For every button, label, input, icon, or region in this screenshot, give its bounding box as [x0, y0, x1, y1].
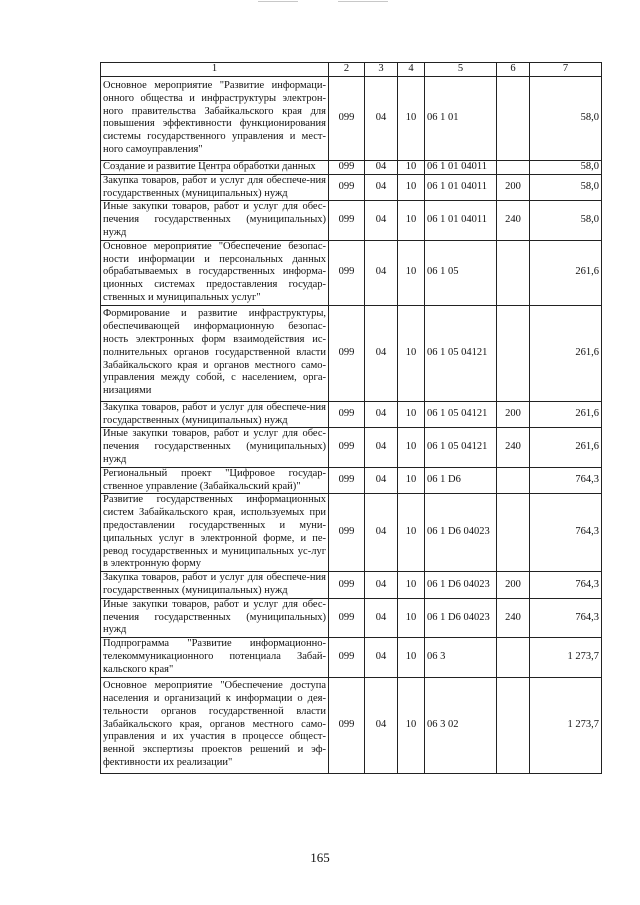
- row-budget-code: 099: [329, 428, 365, 467]
- header-col-3: 3: [365, 63, 398, 77]
- row-expense-type: [497, 160, 530, 174]
- row-amount: 764,3: [530, 572, 602, 599]
- row-subsection: 10: [398, 428, 425, 467]
- row-subsection: 10: [398, 160, 425, 174]
- row-section: 04: [365, 401, 398, 428]
- row-section: 04: [365, 76, 398, 160]
- row-target-article: 06 1 05 04121: [425, 401, 497, 428]
- top-rule-right: [338, 1, 388, 2]
- table-row: [101, 76, 602, 160]
- row-expense-type: 200: [497, 174, 530, 201]
- row-target-article: 06 1 D6 04023: [425, 572, 497, 599]
- top-rule-left: [258, 1, 298, 2]
- row-budget-code: 099: [329, 174, 365, 201]
- row-name: Основное мероприятие "Обеспечение безопас-ности информации и персональных данных обрабатываемых в государственных информа-ционных системах предоставления государ-ственных и муниципальных услуг": [101, 240, 329, 305]
- row-subsection: 10: [398, 638, 425, 677]
- row-name: Создание и развитие Центра обработки данных: [101, 160, 329, 174]
- row-name: Иные закупки товаров, работ и услуг для обес-печения государственных (муниципальных) нужд: [101, 428, 329, 467]
- row-budget-code: 099: [329, 494, 365, 572]
- row-expense-type: 240: [497, 201, 530, 240]
- row-subsection: 10: [398, 240, 425, 305]
- row-subsection: 10: [398, 401, 425, 428]
- row-target-article: 06 1 D6 04023: [425, 494, 497, 572]
- row-section: 04: [365, 240, 398, 305]
- row-target-article: 06 3: [425, 638, 497, 677]
- row-subsection: 10: [398, 76, 425, 160]
- row-amount: 261,6: [530, 240, 602, 305]
- budget-table: [100, 62, 602, 774]
- row-expense-type: [497, 638, 530, 677]
- row-budget-code: 099: [329, 638, 365, 677]
- row-budget-code: 099: [329, 572, 365, 599]
- table-row: [101, 240, 602, 305]
- row-section: 04: [365, 572, 398, 599]
- row-budget-code: 099: [329, 677, 365, 773]
- row-amount: 1 273,7: [530, 677, 602, 773]
- row-budget-code: 099: [329, 201, 365, 240]
- row-amount: 261,6: [530, 428, 602, 467]
- row-name: Иные закупки товаров, работ и услуг для обес-печения государственных (муниципальных) нужд: [101, 598, 329, 637]
- table-header-row: [101, 63, 602, 77]
- row-name: Основное мероприятие "Развитие информаци-онного общества и инфраструктуры электрон-ного правительства Забайкальского края для повышения эффективности функционирования системы государственного управления и мест-ного самоуправления": [101, 76, 329, 160]
- header-col-2: 2: [329, 63, 365, 77]
- row-target-article: 06 1 D6: [425, 467, 497, 494]
- row-amount: 58,0: [530, 160, 602, 174]
- row-amount: 764,3: [530, 467, 602, 494]
- row-subsection: 10: [398, 677, 425, 773]
- row-subsection: 10: [398, 201, 425, 240]
- row-expense-type: 240: [497, 598, 530, 637]
- row-target-article: 06 1 05: [425, 240, 497, 305]
- row-name: Иные закупки товаров, работ и услуг для обес-печения государственных (муниципальных) нужд: [101, 201, 329, 240]
- row-subsection: 10: [398, 305, 425, 401]
- row-target-article: 06 1 05 04121: [425, 305, 497, 401]
- header-col-7: 7: [530, 63, 602, 77]
- row-subsection: 10: [398, 467, 425, 494]
- row-amount: 58,0: [530, 174, 602, 201]
- row-budget-code: 099: [329, 467, 365, 494]
- row-name: Формирование и развитие инфраструктуры, обеспечивающей информационную безопас-ность электронных форм взаимодействия ис-полнительных органов государственной власти Забайкальского края и органов местного само-управления между собой, с населением, орга-низациями: [101, 305, 329, 401]
- table-row: [101, 160, 602, 174]
- row-target-article: 06 1 01 04011: [425, 160, 497, 174]
- table-row: [101, 305, 602, 401]
- header-col-4: 4: [398, 63, 425, 77]
- row-section: 04: [365, 305, 398, 401]
- row-section: 04: [365, 467, 398, 494]
- row-amount: 1 273,7: [530, 638, 602, 677]
- row-subsection: 10: [398, 598, 425, 637]
- row-subsection: 10: [398, 174, 425, 201]
- row-name: Основное мероприятие "Обеспечение доступа населения и организаций к информации о дея-тельности органов государственной власти Забайкальского края, органов местного само-управления и их участия в процессе общест-венной экспертизы проектов решений и эф-фективности их реализации": [101, 677, 329, 773]
- row-section: 04: [365, 201, 398, 240]
- row-name: Закупка товаров, работ и услуг для обеспече-ния государственных (муниципальных) нужд: [101, 572, 329, 599]
- row-expense-type: [497, 677, 530, 773]
- table-row: [101, 638, 602, 677]
- row-budget-code: 099: [329, 240, 365, 305]
- row-budget-code: 099: [329, 160, 365, 174]
- row-target-article: 06 1 01 04011: [425, 201, 497, 240]
- row-amount: 58,0: [530, 76, 602, 160]
- row-amount: 261,6: [530, 305, 602, 401]
- table-row: [101, 572, 602, 599]
- row-section: 04: [365, 494, 398, 572]
- table-row: [101, 174, 602, 201]
- header-col-5: 5: [425, 63, 497, 77]
- row-section: 04: [365, 677, 398, 773]
- row-target-article: 06 1 05 04121: [425, 428, 497, 467]
- row-name: Закупка товаров, работ и услуг для обеспече-ния государственных (муниципальных) нужд: [101, 401, 329, 428]
- table-row: [101, 201, 602, 240]
- row-name: Региональный проект "Цифровое государ-ственное управление (Забайкальский край)": [101, 467, 329, 494]
- table-row: [101, 401, 602, 428]
- row-budget-code: 099: [329, 305, 365, 401]
- row-expense-type: [497, 467, 530, 494]
- row-target-article: 06 3 02: [425, 677, 497, 773]
- row-section: 04: [365, 174, 398, 201]
- row-budget-code: 099: [329, 401, 365, 428]
- row-expense-type: [497, 305, 530, 401]
- row-amount: 764,3: [530, 494, 602, 572]
- row-amount: 58,0: [530, 201, 602, 240]
- row-expense-type: 200: [497, 401, 530, 428]
- row-expense-type: 200: [497, 572, 530, 599]
- table-row: [101, 598, 602, 637]
- table-body: [101, 76, 602, 773]
- row-expense-type: [497, 240, 530, 305]
- row-expense-type: [497, 494, 530, 572]
- row-name: Закупка товаров, работ и услуг для обеспече-ния государственных (муниципальных) нужд: [101, 174, 329, 201]
- row-expense-type: 240: [497, 428, 530, 467]
- row-budget-code: 099: [329, 598, 365, 637]
- row-amount: 764,3: [530, 598, 602, 637]
- table-row: [101, 467, 602, 494]
- row-name: Развитие государственных информационных систем Забайкальского края, используемых при предоставлении государственных и муни-ципальных услуг в электронной форме, и пе-ревод государственных и муниципальных ус-луг в электронную форму: [101, 494, 329, 572]
- header-col-6: 6: [497, 63, 530, 77]
- page-number: 165: [310, 850, 330, 865]
- table-row: [101, 494, 602, 572]
- row-name: Подпрограмма "Развитие информационно-телекоммуникационного потенциала Забай-кальского края": [101, 638, 329, 677]
- row-section: 04: [365, 638, 398, 677]
- row-section: 04: [365, 160, 398, 174]
- row-section: 04: [365, 598, 398, 637]
- table-row: [101, 428, 602, 467]
- row-target-article: 06 1 D6 04023: [425, 598, 497, 637]
- row-expense-type: [497, 76, 530, 160]
- row-subsection: 10: [398, 572, 425, 599]
- row-target-article: 06 1 01: [425, 76, 497, 160]
- table-row: [101, 677, 602, 773]
- row-section: 04: [365, 428, 398, 467]
- row-budget-code: 099: [329, 76, 365, 160]
- header-col-1: 1: [101, 63, 329, 77]
- row-target-article: 06 1 01 04011: [425, 174, 497, 201]
- row-subsection: 10: [398, 494, 425, 572]
- row-amount: 261,6: [530, 401, 602, 428]
